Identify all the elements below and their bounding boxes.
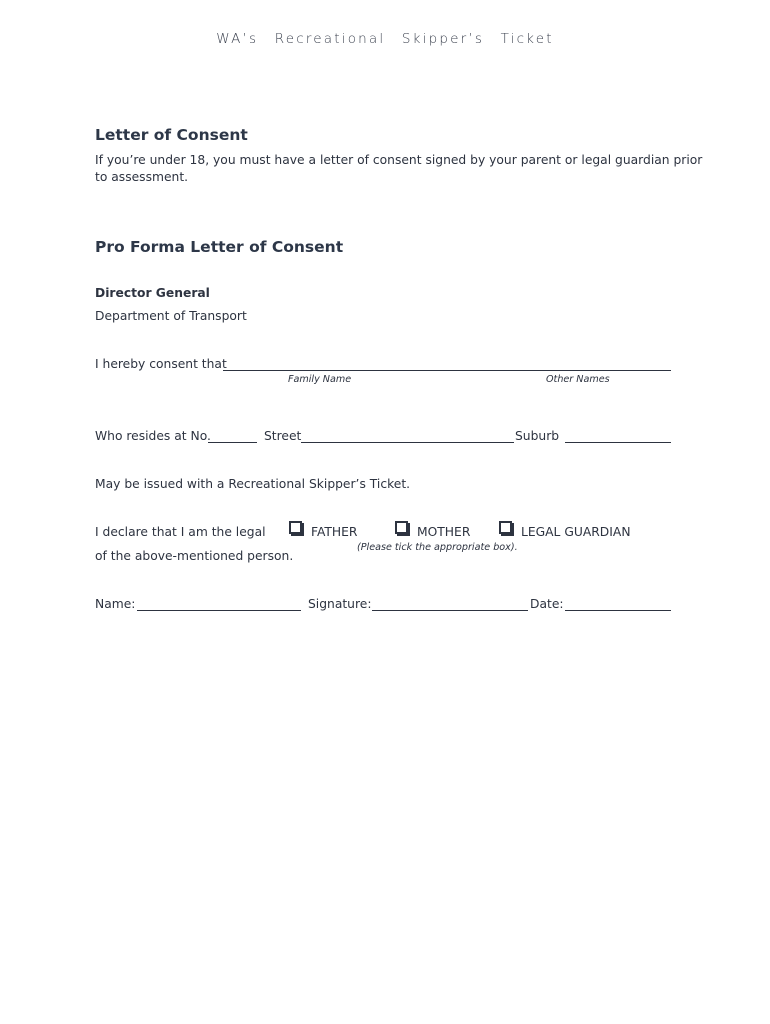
suburb-label: Suburb [515, 429, 560, 443]
name-field[interactable] [137, 610, 301, 611]
legal-guardian-checkbox[interactable] [499, 521, 512, 534]
mother-option-label: MOTHER [417, 525, 471, 539]
house-number-field[interactable] [208, 442, 257, 443]
consent-label: I hereby consent that [95, 357, 227, 371]
document-header: WA’s Recreational Skipper’s Ticket [216, 31, 554, 47]
declaration-label: I declare that I am the legal [95, 525, 266, 539]
addressee-department: Department of Transport [95, 309, 247, 323]
legal-guardian-option-label: LEGAL GUARDIAN [521, 525, 631, 539]
name-label: Name: [95, 597, 136, 611]
issue-statement: May be issued with a Recreational Skipper’s Ticket. [95, 477, 411, 491]
street-label: Street [264, 429, 302, 443]
mother-checkbox[interactable] [395, 521, 408, 534]
other-names-caption: Other Names [546, 374, 610, 385]
suburb-field[interactable] [565, 442, 671, 443]
father-option-label: FATHER [311, 525, 358, 539]
pro-forma-heading: Pro Forma Letter of Consent [95, 238, 344, 256]
declaration-label-continued: of the above-mentioned person. [95, 549, 294, 563]
resides-label: Who resides at No. [95, 429, 211, 443]
father-checkbox[interactable] [289, 521, 302, 534]
addressee-title: Director General [95, 286, 210, 300]
letter-of-consent-heading: Letter of Consent [95, 126, 248, 144]
signature-label: Signature: [308, 597, 372, 611]
tick-box-hint: (Please tick the appropriate box). [357, 542, 518, 553]
date-field[interactable] [565, 610, 671, 611]
date-label: Date: [530, 597, 564, 611]
street-field[interactable] [301, 442, 514, 443]
letter-of-consent-intro: If you’re under 18, you must have a letter of consent signed by your parent or legal guardian prior to assessment. [95, 153, 703, 184]
consent-name-field[interactable] [223, 370, 671, 371]
signature-field[interactable] [372, 610, 528, 611]
family-name-caption: Family Name [288, 374, 352, 385]
